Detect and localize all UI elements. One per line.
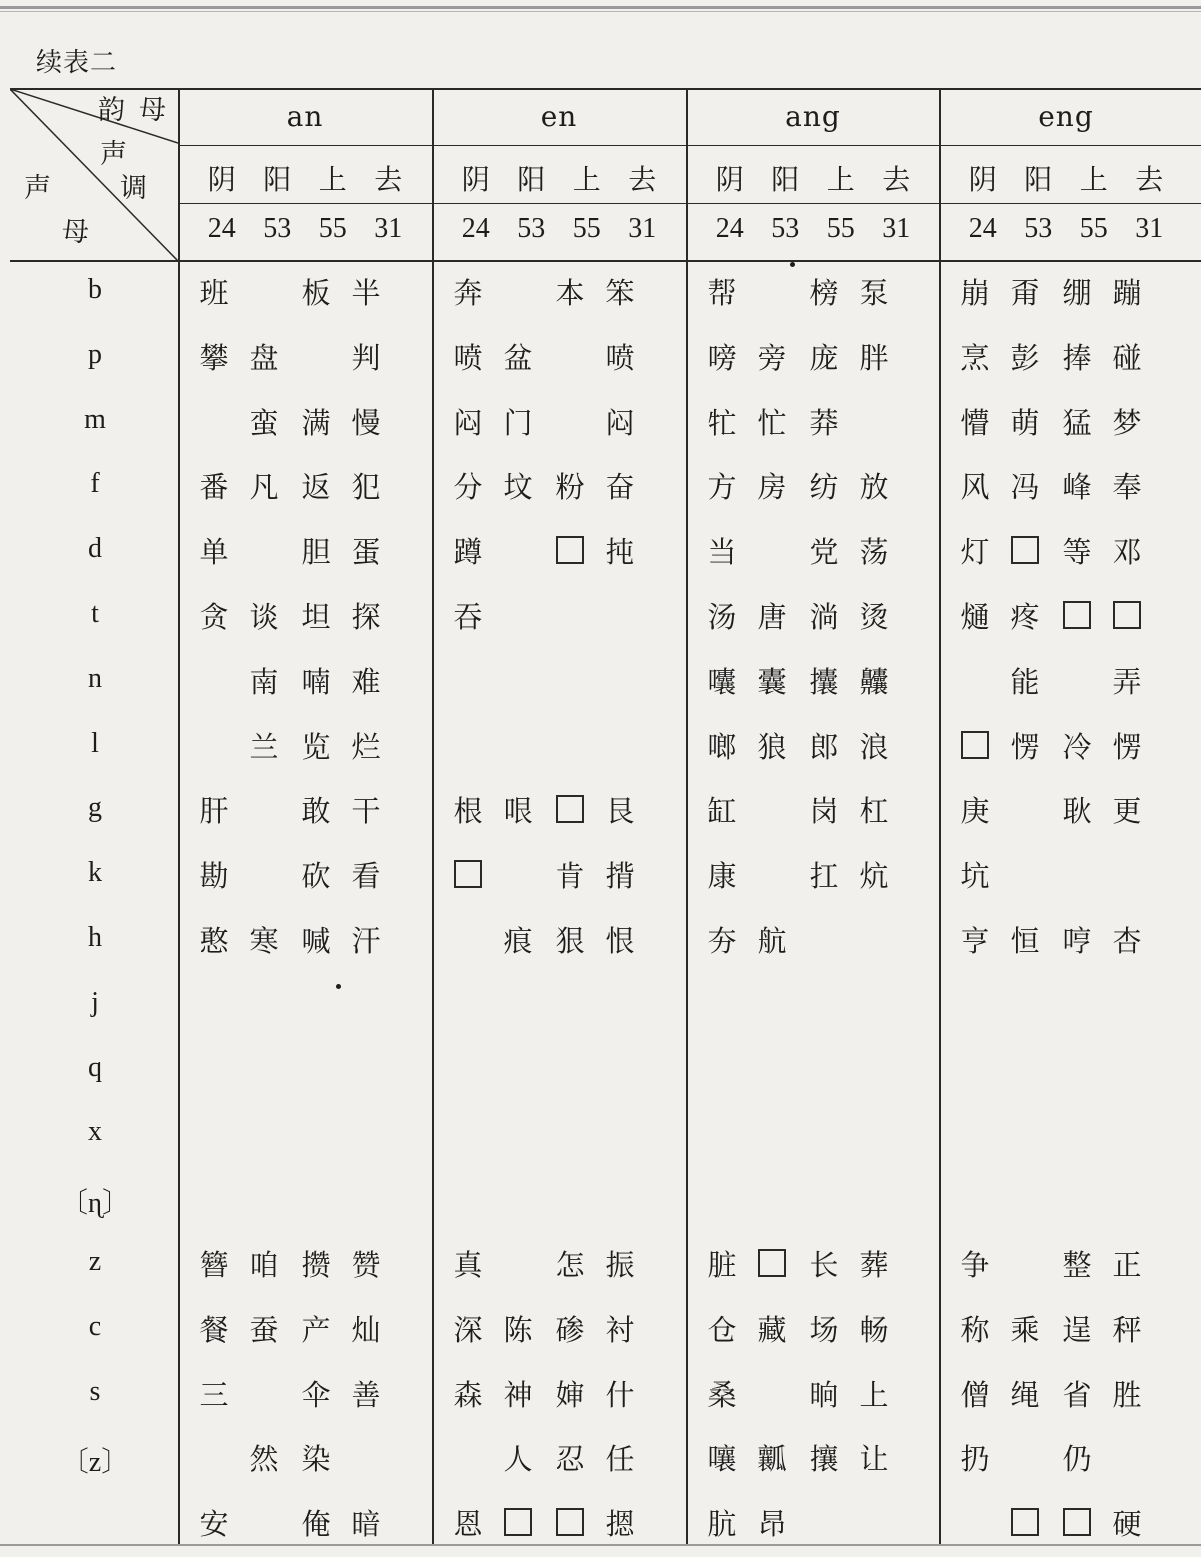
syllable-char: 绷 bbox=[1062, 275, 1092, 310]
missing-char-box bbox=[1053, 1503, 1101, 1541]
tone-name: 去 bbox=[1135, 163, 1164, 196]
tone-names-row bbox=[180, 158, 430, 198]
syllable-char: 贪 bbox=[199, 599, 229, 634]
syllable-char: 郎 bbox=[809, 729, 839, 764]
syllable-char: 俺 bbox=[301, 1506, 331, 1541]
syllable-char: 攮 bbox=[809, 664, 839, 699]
syllable-char: 灿 bbox=[351, 1312, 381, 1347]
syllable-char: 庞 bbox=[809, 340, 839, 375]
tone-value: 24 bbox=[461, 213, 490, 244]
missing-char-box bbox=[1053, 596, 1101, 634]
syllable-char: 正 bbox=[1112, 1247, 1142, 1282]
syllable-char: 蚕 bbox=[249, 1312, 279, 1347]
initial-label: q bbox=[88, 1052, 102, 1083]
syllable-char: 囔 bbox=[707, 664, 737, 699]
syllable-char: 邓 bbox=[1112, 534, 1142, 569]
syllable-char: 板 bbox=[301, 275, 331, 310]
syllable-char: 忙 bbox=[757, 405, 787, 440]
syllable-char: 扽 bbox=[605, 534, 635, 569]
syllable-char: 脏 bbox=[707, 1247, 737, 1282]
syllable-char: 慢 bbox=[351, 405, 381, 440]
tone-values-row bbox=[434, 213, 684, 245]
table-caption: 续表二 bbox=[36, 48, 118, 78]
syllable-char: 探 bbox=[351, 599, 381, 634]
syllable-char: 长 bbox=[809, 1247, 839, 1282]
syllable-char: 半 bbox=[351, 275, 381, 310]
syllable-char: 喷 bbox=[453, 340, 483, 375]
tone-name: 阳 bbox=[1024, 163, 1053, 196]
header-rule-1 bbox=[178, 145, 1201, 146]
initial-label: s bbox=[89, 1376, 101, 1407]
table-top-border bbox=[10, 88, 1201, 90]
syllable-char: 三 bbox=[199, 1377, 229, 1412]
syllable-char: 上 bbox=[859, 1377, 889, 1412]
tone-name: 上 bbox=[826, 163, 855, 196]
syllable-char: 仓 bbox=[707, 1312, 737, 1347]
syllable-char: 捧 bbox=[1062, 340, 1092, 375]
syllable-char: 闷 bbox=[605, 405, 635, 440]
syllable-char: 庚 bbox=[960, 793, 990, 828]
empty-box-glyph bbox=[1063, 1508, 1091, 1536]
syllable-char: 甭 bbox=[1010, 275, 1040, 310]
syllable-char: 任 bbox=[605, 1441, 635, 1476]
missing-char-box bbox=[546, 531, 594, 569]
tone-value: 53 bbox=[1024, 213, 1053, 244]
top-rule-thin bbox=[0, 11, 1201, 12]
syllable-char: 亨 bbox=[960, 923, 990, 958]
tone-name: 阴 bbox=[715, 163, 744, 196]
syllable-char: 忍 bbox=[555, 1441, 585, 1476]
initial-label: 〔z〕 bbox=[60, 1447, 130, 1478]
tone-values-row bbox=[688, 213, 938, 245]
syllable-char: 班 bbox=[199, 275, 229, 310]
empty-box-glyph bbox=[1113, 601, 1141, 629]
syllable-char: 簪 bbox=[199, 1247, 229, 1282]
empty-box-glyph bbox=[504, 1508, 532, 1536]
syllable-char: 攘 bbox=[809, 1441, 839, 1476]
syllable-char: 房 bbox=[757, 469, 787, 504]
syllable-char: 烂 bbox=[351, 729, 381, 764]
initial-label: g bbox=[88, 792, 102, 823]
syllable-char: 杏 bbox=[1112, 923, 1142, 958]
empty-box-glyph bbox=[556, 795, 584, 823]
syllable-char: 犯 bbox=[351, 469, 381, 504]
initial-label: d bbox=[88, 533, 102, 564]
syllable-char: 判 bbox=[351, 340, 381, 375]
syllable-char: 喊 bbox=[301, 923, 331, 958]
syllable-char: 岗 bbox=[809, 793, 839, 828]
initial-label: 〔ɳ〕 bbox=[60, 1188, 131, 1219]
missing-char-box bbox=[444, 855, 492, 893]
syllable-char: 唐 bbox=[757, 599, 787, 634]
syllable-char: 航 bbox=[757, 923, 787, 958]
syllable-char: 暗 bbox=[351, 1506, 381, 1541]
syllable-char: 萌 bbox=[1010, 405, 1040, 440]
syllable-char: 染 bbox=[301, 1441, 331, 1476]
tone-value: 31 bbox=[882, 213, 911, 244]
syllable-char: 争 bbox=[960, 1247, 990, 1282]
tone-name: 上 bbox=[1079, 163, 1108, 196]
syllable-char: 南 bbox=[249, 664, 279, 699]
syllable-char: 当 bbox=[707, 534, 737, 569]
syllable-char: 凡 bbox=[249, 469, 279, 504]
missing-char-box bbox=[748, 1244, 796, 1282]
syllable-char: 森 bbox=[453, 1377, 483, 1412]
syllable-char: 憨 bbox=[199, 923, 229, 958]
syllable-char: 什 bbox=[605, 1377, 635, 1412]
tone-value: 53 bbox=[517, 213, 546, 244]
syllable-char: 干 bbox=[351, 793, 381, 828]
syllable-char: 咱 bbox=[249, 1247, 279, 1282]
syllable-char: 喃 bbox=[301, 664, 331, 699]
tone-names-row bbox=[688, 158, 938, 198]
syllable-char: 难 bbox=[351, 664, 381, 699]
tone-value: 31 bbox=[1135, 213, 1164, 244]
initial-label: c bbox=[88, 1311, 102, 1342]
tone-value: 24 bbox=[968, 213, 997, 244]
syllable-char: 真 bbox=[453, 1247, 483, 1282]
syllable-char: 扛 bbox=[809, 858, 839, 893]
syllable-char: 蹲 bbox=[453, 534, 483, 569]
syllable-char: 谈 bbox=[249, 599, 279, 634]
syllable-char: 奔 bbox=[453, 275, 483, 310]
tone-values-row bbox=[941, 213, 1191, 245]
syllable-char: 疼 bbox=[1010, 599, 1040, 634]
syllable-char: 更 bbox=[1112, 793, 1142, 828]
empty-box-glyph bbox=[1063, 601, 1091, 629]
syllable-char: 恒 bbox=[1010, 923, 1040, 958]
missing-char-box bbox=[951, 726, 999, 764]
syllable-char: 仍 bbox=[1062, 1441, 1092, 1476]
syllable-char: 哼 bbox=[1062, 923, 1092, 958]
syllable-char: 秤 bbox=[1112, 1312, 1142, 1347]
tone-name: 阴 bbox=[207, 163, 236, 196]
syllable-char: 冯 bbox=[1010, 469, 1040, 504]
syllable-char: 弄 bbox=[1112, 664, 1142, 699]
tone-value: 53 bbox=[771, 213, 800, 244]
syllable-char: 啷 bbox=[707, 729, 737, 764]
syllable-char: 放 bbox=[859, 469, 889, 504]
syllable-char: 乘 bbox=[1010, 1312, 1040, 1347]
syllable-char: 扔 bbox=[960, 1441, 990, 1476]
syllable-char: 方 bbox=[707, 469, 737, 504]
syllable-char: 粉 bbox=[555, 469, 585, 504]
syllable-char: 晌 bbox=[809, 1377, 839, 1412]
syllable-char: 然 bbox=[249, 1441, 279, 1476]
syllable-char: 杠 bbox=[859, 793, 889, 828]
syllable-char: 寒 bbox=[249, 923, 279, 958]
syllable-char: 砍 bbox=[301, 858, 331, 893]
syllable-char: 坟 bbox=[503, 469, 533, 504]
syllable-char: 党 bbox=[809, 534, 839, 569]
syllable-char: 桑 bbox=[707, 1377, 737, 1412]
tone-name: 去 bbox=[628, 163, 657, 196]
tone-value: 24 bbox=[207, 213, 236, 244]
syllable-char: 冷 bbox=[1062, 729, 1092, 764]
tone-name: 去 bbox=[882, 163, 911, 196]
tone-name: 上 bbox=[318, 163, 347, 196]
tone-name: 阴 bbox=[461, 163, 490, 196]
syllable-char: 吞 bbox=[453, 599, 483, 634]
syllable-char: 帮 bbox=[707, 275, 737, 310]
tone-value: 55 bbox=[826, 213, 855, 244]
syllable-char: 愣 bbox=[1112, 729, 1142, 764]
syllable-char: 淌 bbox=[809, 599, 839, 634]
corner-tone-label-1: 声 bbox=[100, 139, 127, 170]
syllable-char: 闷 bbox=[453, 405, 483, 440]
syllable-char: 满 bbox=[301, 405, 331, 440]
syllable-char: 畅 bbox=[859, 1312, 889, 1347]
syllable-char: 陈 bbox=[503, 1312, 533, 1347]
syllable-char: 让 bbox=[859, 1441, 889, 1476]
empty-box-glyph bbox=[1011, 1508, 1039, 1536]
empty-box-glyph bbox=[556, 1508, 584, 1536]
missing-char-box bbox=[1001, 1503, 1049, 1541]
syllable-char: 牤 bbox=[707, 405, 737, 440]
tone-name: 阴 bbox=[968, 163, 997, 196]
syllable-char: 攀 bbox=[199, 340, 229, 375]
syllable-char: 场 bbox=[809, 1312, 839, 1347]
syllable-char: 绳 bbox=[1010, 1377, 1040, 1412]
syllable-char: 汗 bbox=[351, 923, 381, 958]
syllable-char: 瓤 bbox=[757, 1441, 787, 1476]
final-header-2: ang bbox=[785, 100, 841, 133]
syllable-char: 能 bbox=[1010, 664, 1040, 699]
syllable-char: 狼 bbox=[757, 729, 787, 764]
syllable-char: 返 bbox=[301, 469, 331, 504]
syllable-char: 览 bbox=[301, 729, 331, 764]
syllable-char: 伞 bbox=[301, 1377, 331, 1412]
syllable-char: 荡 bbox=[859, 534, 889, 569]
empty-box-glyph bbox=[758, 1249, 786, 1277]
syllable-char: 分 bbox=[453, 469, 483, 504]
syllable-char: 葬 bbox=[859, 1247, 889, 1282]
syllable-char: 怎 bbox=[555, 1247, 585, 1282]
missing-char-box bbox=[1103, 596, 1151, 634]
mark-dot bbox=[336, 984, 341, 989]
syllable-char: 风 bbox=[960, 469, 990, 504]
syllable-char: 看 bbox=[351, 858, 381, 893]
syllable-char: 安 bbox=[199, 1506, 229, 1541]
final-header-1: en bbox=[540, 100, 578, 133]
tone-value: 55 bbox=[318, 213, 347, 244]
column-divider-en bbox=[686, 88, 688, 1544]
syllable-char: 善 bbox=[351, 1377, 381, 1412]
syllable-char: 赞 bbox=[351, 1247, 381, 1282]
syllable-char: 深 bbox=[453, 1312, 483, 1347]
corner-initial-label-1: 声 bbox=[24, 173, 51, 204]
syllable-char: 番 bbox=[199, 469, 229, 504]
column-divider-ang bbox=[939, 88, 941, 1544]
tone-name: 阳 bbox=[517, 163, 546, 196]
syllable-char: 耿 bbox=[1062, 793, 1092, 828]
syllable-char: 奋 bbox=[605, 469, 635, 504]
syllable-char: 狠 bbox=[555, 923, 585, 958]
syllable-char: 逞 bbox=[1062, 1312, 1092, 1347]
syllable-char: 餐 bbox=[199, 1312, 229, 1347]
syllable-char: 摁 bbox=[605, 1506, 635, 1541]
missing-char-box bbox=[546, 1503, 594, 1541]
syllable-char: 恨 bbox=[605, 923, 635, 958]
syllable-char: 囊 bbox=[757, 664, 787, 699]
tone-value: 53 bbox=[263, 213, 292, 244]
syllable-char: 梦 bbox=[1112, 405, 1142, 440]
syllable-char: 榜 bbox=[809, 275, 839, 310]
syllable-char: 兰 bbox=[249, 729, 279, 764]
initial-label: t bbox=[91, 598, 99, 629]
tone-name: 去 bbox=[374, 163, 403, 196]
syllable-char: 旁 bbox=[757, 340, 787, 375]
initial-label: p bbox=[88, 339, 102, 370]
initial-label: f bbox=[90, 468, 100, 499]
syllable-char: 蛮 bbox=[249, 405, 279, 440]
syllable-char: 齉 bbox=[859, 664, 889, 699]
syllable-char: 硬 bbox=[1112, 1506, 1142, 1541]
syllable-char: 猛 bbox=[1062, 405, 1092, 440]
syllable-char: 盘 bbox=[249, 340, 279, 375]
missing-char-box bbox=[1001, 531, 1049, 569]
tone-value: 24 bbox=[715, 213, 744, 244]
empty-box-glyph bbox=[1011, 536, 1039, 564]
syllable-char: 胖 bbox=[859, 340, 889, 375]
empty-box-glyph bbox=[454, 860, 482, 888]
syllable-char: 肯 bbox=[555, 858, 585, 893]
final-header-0: an bbox=[286, 100, 324, 133]
empty-box-glyph bbox=[556, 536, 584, 564]
syllable-char: 泵 bbox=[859, 275, 889, 310]
syllable-char: 胜 bbox=[1112, 1377, 1142, 1412]
syllable-char: 懵 bbox=[960, 405, 990, 440]
syllable-char: 彭 bbox=[1010, 340, 1040, 375]
syllable-char: 称 bbox=[960, 1312, 990, 1347]
tone-name: 上 bbox=[572, 163, 601, 196]
syllable-char: 产 bbox=[301, 1312, 331, 1347]
corner-initial-label-2: 母 bbox=[62, 217, 89, 248]
syllable-char: 振 bbox=[605, 1247, 635, 1282]
syllable-char: 根 bbox=[453, 793, 483, 828]
syllable-char: 喷 bbox=[605, 340, 635, 375]
empty-box-glyph bbox=[961, 731, 989, 759]
syllable-char: 炕 bbox=[859, 858, 889, 893]
column-divider-initial bbox=[178, 88, 180, 1544]
initial-label: l bbox=[91, 728, 99, 759]
syllable-char: 婶 bbox=[555, 1377, 585, 1412]
missing-char-box bbox=[494, 1503, 542, 1541]
syllable-char: 昂 bbox=[757, 1506, 787, 1541]
syllable-char: 烹 bbox=[960, 340, 990, 375]
column-divider-an bbox=[432, 88, 434, 1544]
syllable-char: 整 bbox=[1062, 1247, 1092, 1282]
syllable-char: 人 bbox=[503, 1441, 533, 1476]
syllable-char: 崩 bbox=[960, 275, 990, 310]
syllable-char: 坦 bbox=[301, 599, 331, 634]
tone-names-row bbox=[941, 158, 1191, 198]
tone-values-row bbox=[180, 213, 430, 245]
syllable-char: 揹 bbox=[605, 858, 635, 893]
initial-label: k bbox=[88, 857, 102, 888]
syllable-char: 胆 bbox=[301, 534, 331, 569]
mark-dot bbox=[790, 262, 795, 267]
syllable-char: 僧 bbox=[960, 1377, 990, 1412]
top-rule bbox=[0, 6, 1201, 9]
syllable-char: 恩 bbox=[453, 1506, 483, 1541]
initial-label: z bbox=[88, 1246, 102, 1277]
syllable-char: 愣 bbox=[1010, 729, 1040, 764]
syllable-char: 嚷 bbox=[707, 1441, 737, 1476]
syllable-char: 莽 bbox=[809, 405, 839, 440]
syllable-char: 蹦 bbox=[1112, 275, 1142, 310]
corner-finals-label: 韵母 bbox=[98, 95, 180, 126]
syllable-char: 奉 bbox=[1112, 469, 1142, 504]
syllable-char: 勘 bbox=[199, 858, 229, 893]
initial-label: x bbox=[88, 1116, 102, 1147]
syllable-char: 肮 bbox=[707, 1506, 737, 1541]
syllable-char: 门 bbox=[503, 405, 533, 440]
syllable-char: 浪 bbox=[859, 729, 889, 764]
syllable-char: 坑 bbox=[960, 858, 990, 893]
tone-name: 阳 bbox=[263, 163, 292, 196]
tone-names-row bbox=[434, 158, 684, 198]
syllable-char: 肝 bbox=[199, 793, 229, 828]
header-rule-2 bbox=[178, 203, 1201, 204]
syllable-char: 灯 bbox=[960, 534, 990, 569]
syllable-char: 蛋 bbox=[351, 534, 381, 569]
header-bottom-border bbox=[10, 260, 1201, 262]
syllable-char: 艮 bbox=[605, 793, 635, 828]
initial-label: h bbox=[88, 922, 102, 953]
syllable-char: 神 bbox=[503, 1377, 533, 1412]
syllable-char: 敢 bbox=[301, 793, 331, 828]
bottom-rule bbox=[0, 1544, 1201, 1546]
syllable-char: 康 bbox=[707, 858, 737, 893]
missing-char-box bbox=[546, 790, 594, 828]
syllable-char: 单 bbox=[199, 534, 229, 569]
initial-label: j bbox=[91, 987, 99, 1018]
syllable-char: 碰 bbox=[1112, 340, 1142, 375]
syllable-char: 等 bbox=[1062, 534, 1092, 569]
syllable-char: 烫 bbox=[859, 599, 889, 634]
syllable-char: 熥 bbox=[960, 599, 990, 634]
syllable-char: 笨 bbox=[605, 275, 635, 310]
syllable-char: 盆 bbox=[503, 340, 533, 375]
syllable-char: 夯 bbox=[707, 923, 737, 958]
syllable-char: 哏 bbox=[503, 793, 533, 828]
syllable-char: 痕 bbox=[503, 923, 533, 958]
tone-value: 31 bbox=[374, 213, 403, 244]
final-header-3: eng bbox=[1038, 100, 1094, 133]
syllable-char: 藏 bbox=[757, 1312, 787, 1347]
syllable-char: 本 bbox=[555, 275, 585, 310]
syllable-char: 峰 bbox=[1062, 469, 1092, 504]
initial-label: m bbox=[84, 404, 106, 435]
tone-name: 阳 bbox=[771, 163, 800, 196]
syllable-char: 攒 bbox=[301, 1247, 331, 1282]
corner-tone-label-2: 调 bbox=[120, 173, 147, 204]
tone-value: 55 bbox=[1079, 213, 1108, 244]
tone-value: 55 bbox=[572, 213, 601, 244]
initial-label: b bbox=[88, 274, 102, 305]
syllable-char: 纺 bbox=[809, 469, 839, 504]
initial-label: n bbox=[88, 663, 102, 694]
syllable-char: 省 bbox=[1062, 1377, 1092, 1412]
syllable-char: 缸 bbox=[707, 793, 737, 828]
tone-value: 31 bbox=[628, 213, 657, 244]
syllable-char: 碜 bbox=[555, 1312, 585, 1347]
syllable-char: 嗙 bbox=[707, 340, 737, 375]
syllable-char: 衬 bbox=[605, 1312, 635, 1347]
syllable-char: 汤 bbox=[707, 599, 737, 634]
